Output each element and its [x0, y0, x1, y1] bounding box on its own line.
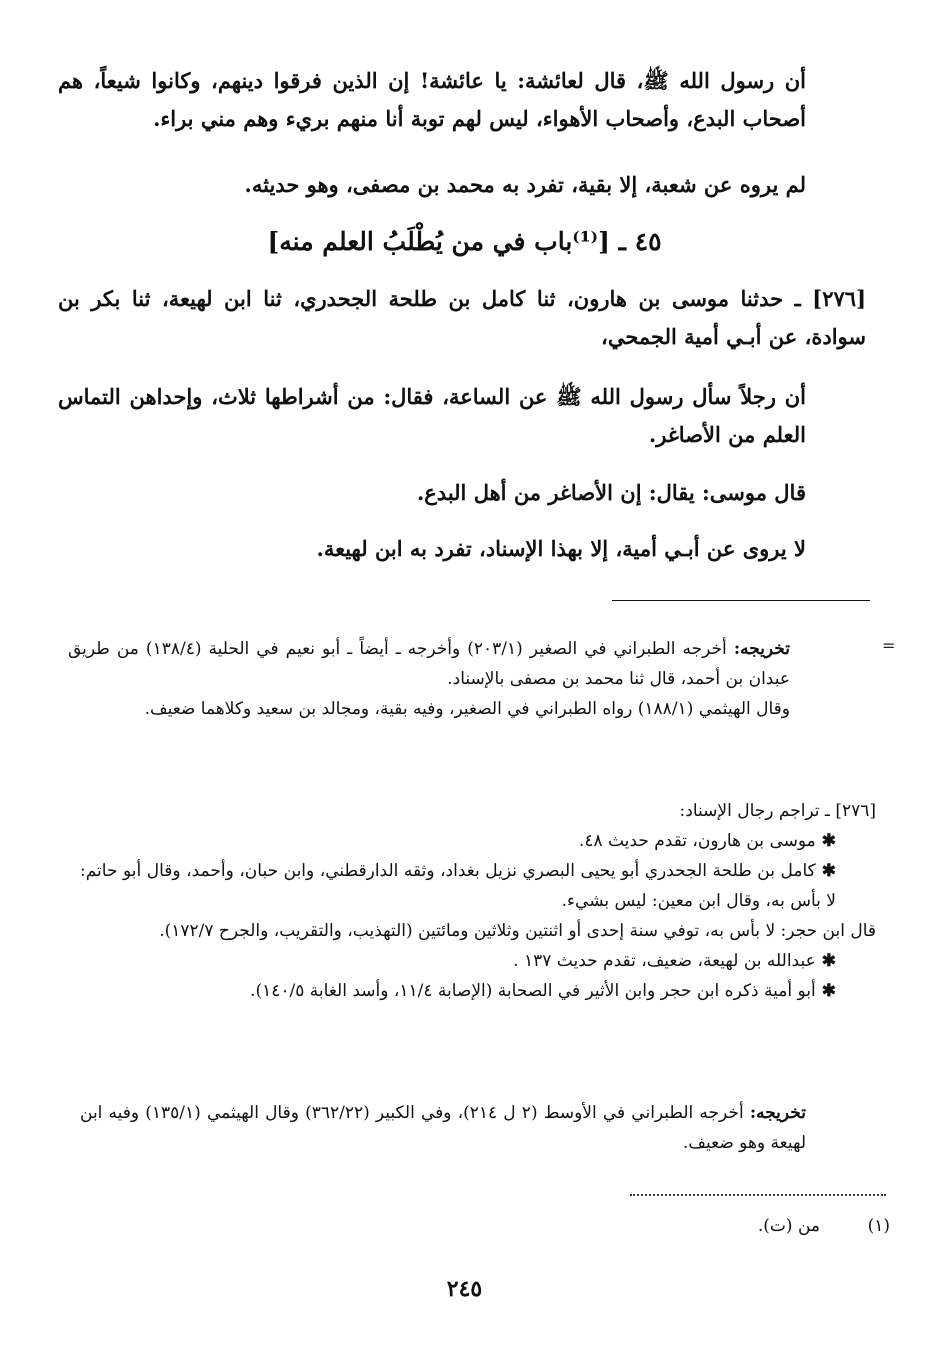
rijal-kamil: كامل بن طلحة الجحدري أبو يحيى البصري نزيل بغداد، وثقه الدارقطني، وابن حبان، وأحمد، وقال أبو حاتم: لا بأس به، وقال ابن معين: ليس بشيء. [80, 861, 836, 911]
bullet-icon: ✱ [821, 861, 836, 881]
takhrij-label: تخريجه: [733, 639, 791, 659]
bullet-icon: ✱ [821, 831, 836, 851]
bullet-icon: ✱ [821, 951, 836, 971]
rijal-kamil-ibnhajar: قال ابن حجر: لا بأس به، توفي سنة إحدى أو اثنتين وثلاثين ومائتين (التهذيب، والتقريب، والجرح ١٧٢/٧). [159, 921, 876, 941]
haythami-note: وقال الهيثمي (١٨٨/١) رواه الطبراني في الصغير، وفيه بقية، ومجالد بن سعيد وكلاهما ضعيف. [144, 699, 790, 719]
rijal-abdullah: عبدالله بن لهيعة، ضعيف، تقدم حديث ١٣٧ . [513, 951, 816, 971]
notes-previous-takhrij [68, 634, 790, 724]
musa-comment-block [58, 474, 806, 512]
isnad-text: ـ حدثنا موسى بن هارون، ثنا كامل بن طلحة الجحدري، ثنا ابن لهيعة، ثنا بكر بن سوادة، عن أبـي أمية الجمحي، [58, 286, 866, 349]
conclusion-block [58, 530, 806, 568]
main-text-comment [58, 166, 806, 204]
rijal-abuumayya: أبو أمية ذكره ابن حجر وابن الأثير في الصحابة (الإصابة ١١/٤، وأسد الغابة ١٤٠/٥). [250, 981, 816, 1001]
main-text-top [58, 62, 806, 138]
conclusion-text: لا يروى عن أبـي أمية، إلا بهذا الإسناد، تفرد به ابن لهيعة. [316, 536, 806, 561]
takhrij-text: أخرجه الطبراني في الأوسط (٢ ل ٢١٤)، وفي الكبير (٣٦٢/٢٢) وقال الهيثمي (١٣٥/١) وفيه ابن لهيعة وهو ضعيف. [80, 1103, 806, 1153]
narration-comment: لم يروه عن شعبة، إلا بقية، تفرد به محمد بن مصفى، وهو حديثه. [244, 172, 806, 197]
page-number: ٢٤٥ [446, 1276, 483, 1302]
takhrij-section [80, 1098, 806, 1158]
chapter-title: ٤٥ ـ [⁽¹⁾باب في من يُطْلَبُ العلم منه] [267, 227, 662, 256]
rijal-section [80, 796, 876, 1006]
footnote-text: من (ت). [757, 1216, 820, 1236]
bullet-icon: ✱ [821, 981, 836, 1001]
hadith-text-paragraph: أن رسول الله ﷺ، قال لعائشة: يا عائشة! إن الذين فرقوا دينهم، وكانوا شيعاً، هم أصحاب البدع، وأصحاب الأهواء، ليس لهم توبة أنا منهم بريء وهم مني براء. [58, 68, 806, 131]
margin-mark: = [882, 636, 896, 655]
hadith-number: [٢٧٦] [812, 286, 866, 311]
takhrij-text: أخرجه الطبراني في الصغير (٢٠٣/١) وأخرجه ـ أيضاً ـ أبو نعيم في الحلية (١٣٨/٤) من طريق عبدان بن أحمد، قال ثنا محمد بن مصفى بالإسناد. [68, 639, 790, 689]
rijal-musa: موسى بن هارون، تقدم حديث ٤٨. [578, 831, 816, 851]
rijal-heading: [٢٧٦] ـ تراجم رجال الإسناد: [679, 801, 876, 821]
footnote [600, 1212, 890, 1240]
matn-text: أن رجلاً سأل رسول الله ﷺ عن الساعة، فقال: من أشراطها ثلاث، وإحداهن التماس العلم من الأصاغر. [58, 384, 806, 447]
musa-comment: قال موسى: يقال: إن الأصاغر من أهل البدع. [416, 480, 806, 505]
matn-block [58, 378, 806, 454]
takhrij-label: تخريجه: [749, 1103, 806, 1123]
footnote-separator [630, 1194, 886, 1196]
footnote-number: (١) [867, 1216, 890, 1236]
separator-line [612, 600, 870, 601]
isnad-block [58, 280, 866, 356]
